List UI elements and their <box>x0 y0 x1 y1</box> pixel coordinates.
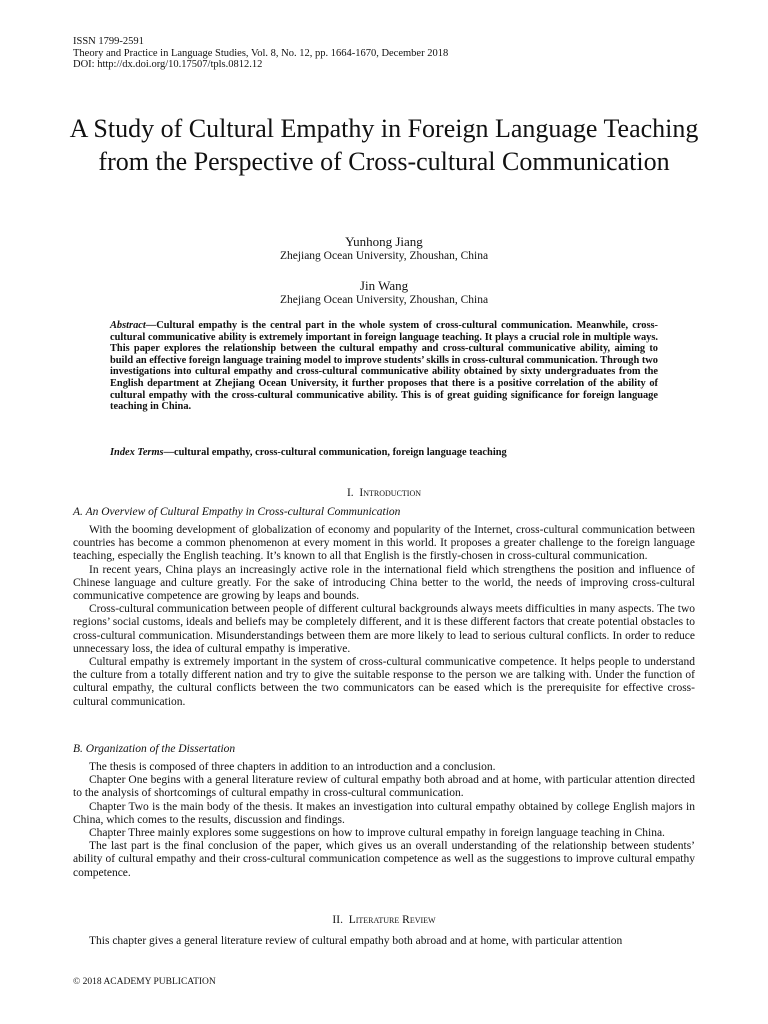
abstract-lead: Abstract <box>110 320 146 331</box>
journal-header <box>73 36 448 71</box>
issn: ISSN 1799-2591 <box>73 36 144 47</box>
section-title: Introduction <box>359 487 422 499</box>
section-numeral: I. <box>346 487 354 499</box>
author-name: Jin Wang <box>359 278 409 293</box>
doi-link[interactable]: DOI: http://dx.doi.org/10.17507/tpls.0812.12 <box>73 59 263 70</box>
paragraph: Cross-cultural communication between people of different cultural backgrounds always meets difficulties in many aspects. The two regions’ social customs, ideals and beliefs may be completely different, and it is these different factors that create potential obstacles to cross-cultural communication. Misunderstandings between them are more likely to lead to serious cultural conflicts. In order to reduce unnecessary loss, the idea of cultural empathy is imperative. <box>73 603 695 655</box>
author-affiliation: Zhejiang Ocean University, Zhoushan, China <box>279 250 489 262</box>
abstract <box>110 320 658 413</box>
author-name: Yunhong Jiang <box>345 234 423 249</box>
index-terms-lead: Index Terms <box>110 447 164 458</box>
paragraph: Chapter Three mainly explores some suggestions on how to improve cultural empathy in foreign language teaching in China. <box>89 827 665 840</box>
author-block-1 <box>0 234 768 263</box>
paragraph: With the booming development of globalization of economy and popularity of the Internet, cross-cultural communication between countries has become a common phenomenon at every moment in this world. It proposes a greater challenge to the foreign language teaching, especially the English teaching. It’s known to all that English is the firstly-chosen in cross-cultural communication. <box>73 524 695 563</box>
index-terms <box>110 447 658 459</box>
paragraph: The thesis is composed of three chapters in addition to an introduction and a conclusion. <box>89 761 496 773</box>
subsection-heading-b: B. Organization of the Dissertation <box>73 743 236 755</box>
subsection-heading-a: A. An Overview of Cultural Empathy in Cross-cultural Communication <box>73 506 401 518</box>
author-block-2 <box>0 278 768 307</box>
paragraph: The last part is the final conclusion of the paper, which gives us an overall understanding of the relationship between students’ ability of cultural empathy and their cross-cultural communication competence as well as the suggestions to improve cultural empathy competence. <box>73 840 695 879</box>
paragraph: This chapter gives a general literature review of cultural empathy both abroad and at home, with particular attention <box>89 935 623 947</box>
index-terms-text: —cultural empathy, cross-cultural communication, foreign language teaching <box>163 447 507 458</box>
paper-title: A Study of Cultural Empathy in Foreign Language Teaching from the Perspective of Cross-cultural Communication <box>69 114 699 176</box>
section-2-body <box>73 935 695 948</box>
paragraph: Cultural empathy is extremely important in the system of cross-cultural communicative competence. It helps people to understand the culture from a totally different nation and try to give the suitable response to the person we are talking with. Under the function of cultural empathy, the cultural conflicts between the two communicators can be eased which is the prerequisite for effective cross-cultural communication. <box>73 656 695 708</box>
section-heading-literature-review <box>0 913 768 927</box>
section-numeral: II. <box>332 914 343 926</box>
section-title: Literature Review <box>348 914 436 926</box>
paragraph: Chapter One begins with a general literature review of cultural empathy both abroad and at home, with particular attention directed to the analysis of shortcomings of cultural empathy in cross-cultural communication. <box>73 774 695 800</box>
journal-citation: Theory and Practice in Language Studies, Vol. 8, No. 12, pp. 1664-1670, December 2018 <box>73 47 449 59</box>
abstract-text: —Cultural empathy is the central part in the whole system of cross-cultural communication. Meanwhile, cross-cultural communicative ability is extremely important in foreign language teaching. It plays a crucial role in multiple ways. This paper explores the relationship between the cultural empathy and cross-cultural communicative ability, aiming to build an effective foreign language training model to improve students’ skills in cross-cultural communication. Through two investigations into cultural empathy and cross-cultural communicative ability obtained by sixty undergraduates from the English department at Zhejiang Ocean University, it further proposes that there is a positive correlation of the ability of cultural empathy with the cross-cultural communicative ability. This is of great guiding significance for foreign language teaching in China. <box>110 320 658 413</box>
section-heading-introduction <box>0 486 768 500</box>
paragraph: In recent years, China plays an increasingly active role in the international field which strengthens the position and influence of Chinese language and culture greatly. For the sake of introducing China better to the world, the needs of improving cross-cultural communicative competence are growing by leaps and bounds. <box>73 563 695 603</box>
author-affiliation: Zhejiang Ocean University, Zhoushan, China <box>279 294 489 306</box>
section-b-body <box>73 761 695 880</box>
paragraph: Chapter Two is the main body of the thesis. It makes an investigation into cultural empathy obtained by college English majors in China, which comes to the results, discussion and findings. <box>73 800 695 826</box>
copyright-footer: © 2018 ACADEMY PUBLICATION <box>73 977 216 987</box>
section-a-body <box>73 524 695 709</box>
